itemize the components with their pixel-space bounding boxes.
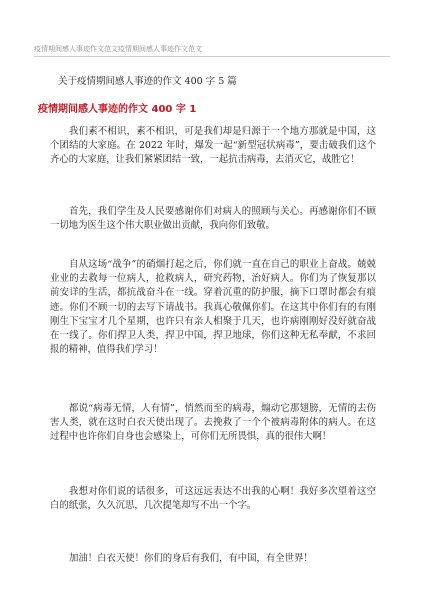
paragraph-text: 加油！白衣天使！你们的身后有我们，有中国，有全世界！ <box>69 553 313 564</box>
paragraph-intro <box>50 125 376 168</box>
paragraph-angels <box>50 402 376 445</box>
paragraph-closing <box>50 552 376 566</box>
header-divider <box>34 56 390 57</box>
paragraph-words <box>50 485 376 513</box>
paragraph-text: 自从这场“战争”的硝烟打起之后，你们就一直在自己的职业上奋战。兢兢业业的去救每一位病人，抢救病人，研究药物，治好病人。你们为了恢复那以前安详的生活，都抗战奋斗在一线。穿着沉重的防护服，摘下口罩时都会有痕迹。你们不顾一切的去写下请战书。我真心敬佩你们。在这其中你们有的有刚刚生下宝宝才几个星期，也许只有亲人相聚于几天，也许病刚刚好没好就奋战在一线了。你们捍卫人类，捍卫中国，捍卫地球，你们这种无私奉献，不求回报的精神，值得我们学习！ <box>50 259 376 356</box>
paragraph-text: 都说“病毒无情，人有情”，悄然而至的病毒，煽动它那翅膀，无情的去伤害人类，就在这时白衣天使出现了。去挽救了一个个被病毒附体的病人。在这过程中也许你们自身也会感染上，可你们无所畏惧，真的很伟大啊！ <box>50 403 376 443</box>
paragraph-frontline <box>50 258 376 357</box>
paragraph-thanks <box>50 205 376 233</box>
running-header: 疫情期间感人事迹作文范文疫情期间感人事迹作文范文 <box>34 45 202 53</box>
paragraph-text: 我们素不相识，素不相识，可是我们却是归源于一个地方那就是中国，这个团结的大家庭。在 2022 年时，爆发一起“新型冠状病毒”，要击破我们这个齐心的大家庭，让我们紧紧团结一致，一起抗击病毒，去消灭它，战胜它！ <box>50 126 376 166</box>
paragraph-text: 首先，我们学生及人民要感谢你们对病人的照顾与关心。再感谢你们不顾一切地为医生这个伟大职业做出贡献，我向你们致敬。 <box>50 206 376 232</box>
paragraph-text: 我想对你们说的话很多，可这远远表达不出我的心啊！我好多次望着这空白的纸张，久久沉思，几次提笔却写不出一个字。 <box>50 486 376 512</box>
document-title: 关于疫情期间感人事迹的作文 400 字 5 篇 <box>58 76 237 87</box>
section-heading: 疫情期间感人事迹的作文 400 字 1 <box>38 104 197 115</box>
